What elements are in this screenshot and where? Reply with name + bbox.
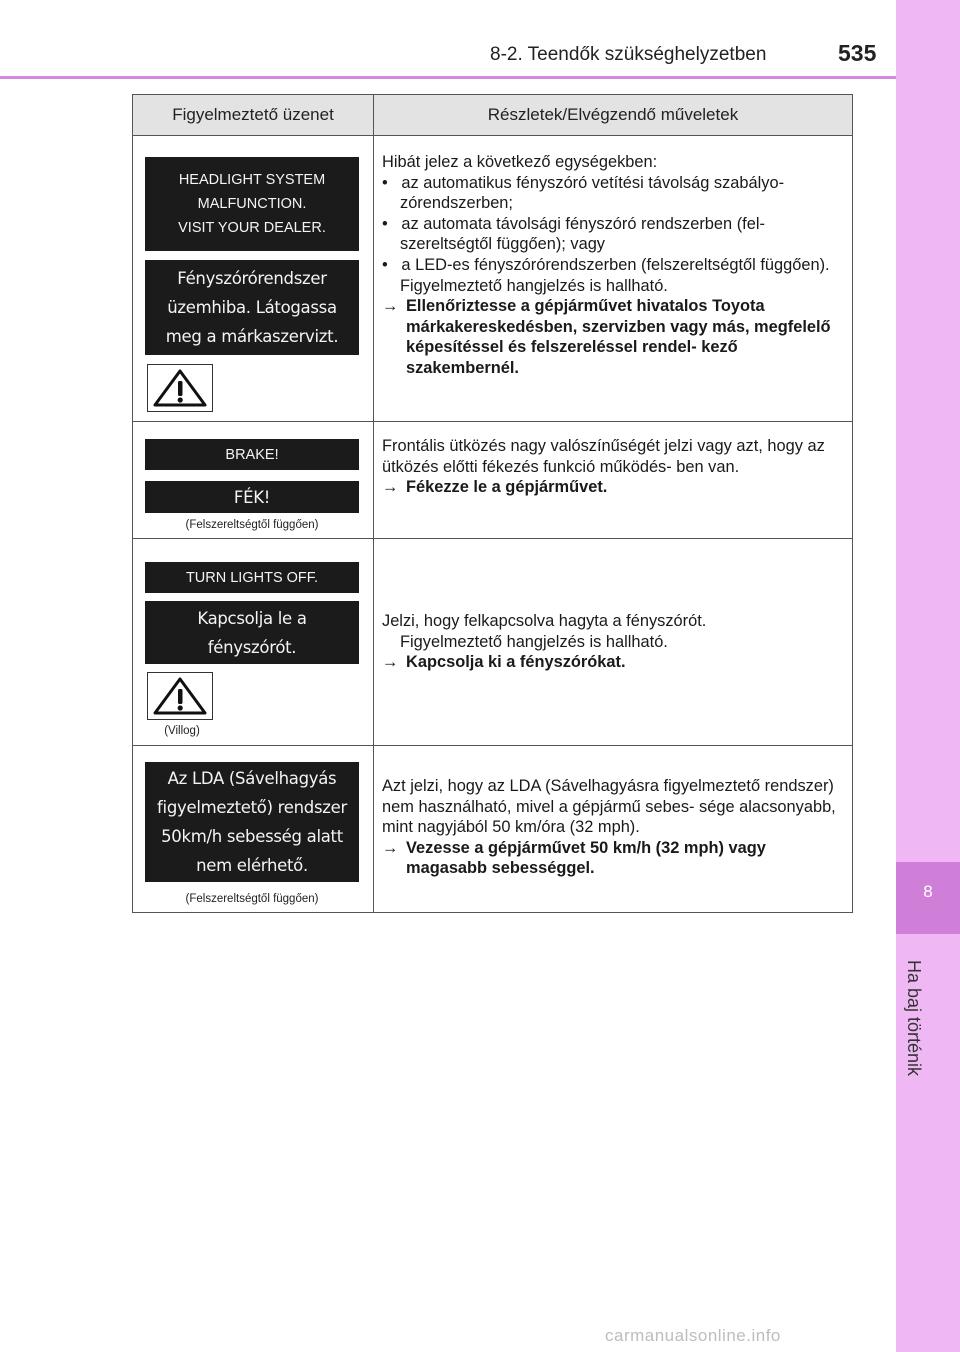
list-item: • az automata távolsági fényszóró rendszerben (fel- szereltségtől függően); vagy bbox=[382, 214, 765, 254]
display-message-en bbox=[145, 439, 359, 470]
display-line: VISIT YOUR DEALER. bbox=[178, 220, 326, 236]
warning-triangle-icon bbox=[147, 364, 213, 412]
display-line: meg a márkaszervizt. bbox=[165, 327, 339, 346]
details-intro: Hibát jelez a következő egységekben: bbox=[382, 153, 658, 171]
list-item-text: az automatikus fényszóró vetítési távolság szabályo- zórendszerben; bbox=[400, 173, 785, 213]
sound-note: Figyelmeztető hangjelzés is hallható. bbox=[400, 276, 668, 295]
arrow-icon: → bbox=[382, 478, 399, 497]
footnote: (Felszereltségtől függően) bbox=[185, 519, 319, 531]
warning-messages-table bbox=[132, 94, 853, 913]
list-item: • az automatikus fényszóró vetítési távolság szabályo- zórendszerben; bbox=[382, 173, 785, 213]
display-message-en bbox=[145, 562, 359, 593]
display-message-hu bbox=[145, 260, 359, 355]
sound-note: Figyelmeztető hangjelzés is hallható. bbox=[400, 632, 668, 651]
details-text: Jelzi, hogy felkapcsolva hagyta a fényszórót. bbox=[382, 612, 707, 631]
table-row bbox=[133, 539, 853, 746]
footnote: (Villog) bbox=[164, 725, 200, 737]
chapter-side-tab[interactable] bbox=[896, 0, 960, 1352]
display-line: Fényszórórendszer bbox=[177, 269, 327, 288]
display-message-en bbox=[145, 157, 359, 251]
action-label: Kapcsolja ki a fényszórókat. bbox=[406, 653, 626, 672]
chapter-label: Ha baj történik bbox=[904, 960, 924, 1077]
message-cell bbox=[133, 136, 374, 422]
display-line: Kapcsolja le a bbox=[197, 609, 307, 628]
page-number: 535 bbox=[838, 40, 877, 66]
display-line: BRAKE! bbox=[225, 447, 279, 463]
footnote: (Felszereltségtől függően) bbox=[185, 893, 319, 905]
display-line: fényszórót. bbox=[207, 638, 297, 657]
list-item-text: a LED-es fényszórórendszerben (felszereltségtől függően). bbox=[401, 255, 830, 274]
message-cell bbox=[133, 746, 374, 913]
details-cell bbox=[374, 136, 853, 422]
table-row bbox=[133, 136, 853, 422]
display-line: TURN LIGHTS OFF. bbox=[185, 570, 319, 586]
display-line: HEADLIGHT SYSTEM bbox=[178, 172, 326, 188]
details-text: Frontális ütközés nagy valószínűségét jelzi vagy azt, hogy az ütközés előtti fékezés funkció működés- ben van. bbox=[382, 437, 825, 476]
action-text bbox=[382, 652, 842, 673]
chapter-number: 8 bbox=[923, 882, 933, 901]
table-row bbox=[133, 422, 853, 539]
display-line: FÉK! bbox=[233, 488, 271, 507]
action-label: Vezesse a gépjárművet 50 km/h (32 mph) vagy magasabb sebességgel. bbox=[406, 838, 766, 878]
action-text bbox=[382, 296, 842, 378]
display-line: MALFUNCTION. bbox=[197, 196, 307, 212]
action-text bbox=[382, 477, 842, 498]
display-message-hu bbox=[145, 762, 359, 882]
column-header-message: Figyelmeztető üzenet bbox=[133, 95, 374, 136]
display-message-hu bbox=[145, 601, 359, 664]
warning-triangle-icon bbox=[147, 672, 213, 720]
watermark: carmanualsonline.info bbox=[605, 1326, 781, 1345]
display-line: üzemhiba. Látogassa bbox=[167, 298, 337, 317]
display-line: nem elérhető. bbox=[196, 856, 308, 875]
display-line: Az LDA (Sávelhagyás bbox=[167, 769, 337, 788]
list-item: • a LED-es fényszórórendszerben (felszereltségtől függően). bbox=[382, 255, 830, 274]
section-title: 8-2. Teendők szükséghelyzetben bbox=[490, 44, 767, 65]
display-message-hu bbox=[145, 481, 359, 513]
display-line: 50km/h sebesség alatt bbox=[161, 827, 343, 846]
arrow-icon: → bbox=[382, 838, 399, 857]
list-item-text: az automata távolsági fényszóró rendszerben (fel- szereltségtől függően); vagy bbox=[400, 214, 765, 254]
arrow-icon: → bbox=[382, 297, 399, 316]
message-cell bbox=[133, 422, 374, 539]
details-cell bbox=[374, 746, 853, 913]
action-label: Ellenőriztesse a gépjárművet hivatalos Toyota márkakereskedésben, szervizben vagy más, megfelelő képesítéssel és felszereléssel rendel- kező szakembernél. bbox=[406, 297, 831, 377]
column-header-details: Részletek/Elvégzendő műveletek bbox=[374, 95, 853, 136]
details-cell bbox=[374, 539, 853, 746]
message-cell bbox=[133, 539, 374, 746]
details-cell bbox=[374, 422, 853, 539]
header-divider bbox=[0, 76, 896, 79]
details-text: Azt jelzi, hogy az LDA (Sávelhagyásra figyelmeztető rendszer) nem használható, mivel a gépjármű sebes- sége alacsonyabb, mint nagyjából 50 km/óra (32 mph). bbox=[382, 777, 836, 837]
display-line: figyelmeztető) rendszer bbox=[157, 798, 347, 817]
action-text bbox=[382, 838, 842, 879]
table-row bbox=[133, 746, 853, 913]
action-label: Fékezze le a gépjárművet. bbox=[406, 478, 608, 497]
arrow-icon: → bbox=[382, 653, 399, 672]
